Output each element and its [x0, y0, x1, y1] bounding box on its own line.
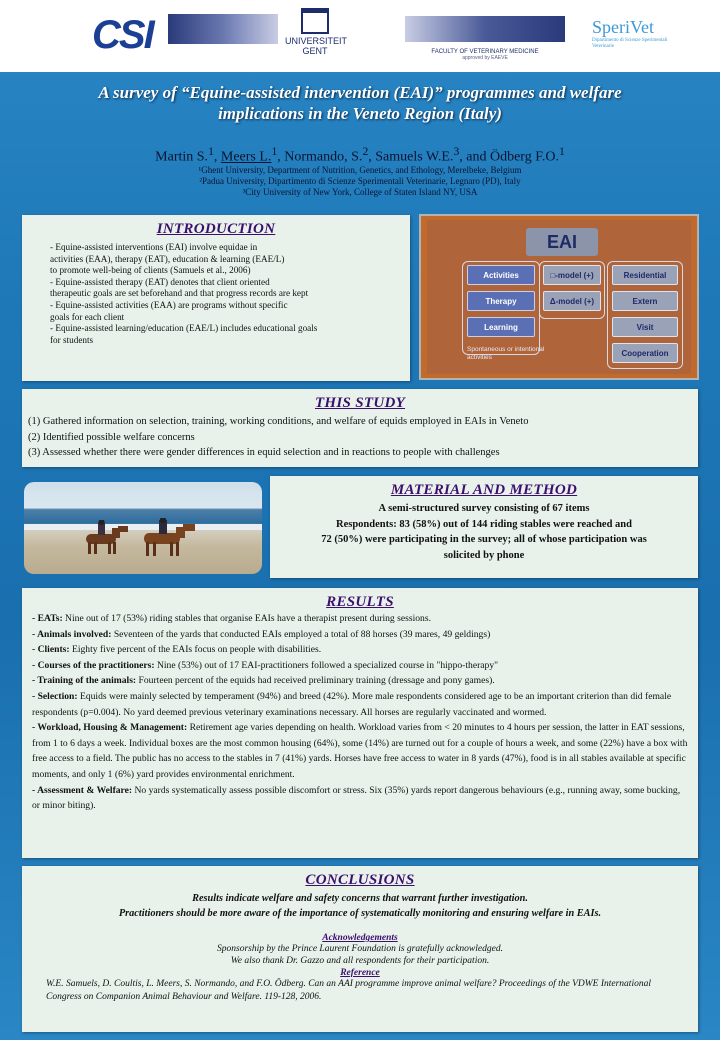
- result-label: - EATs:: [32, 613, 63, 624]
- eai-diagram-note: Spontaneous or intentional activities: [467, 346, 545, 361]
- title-line-1: A survey of “Equine-assisted intervention (EAI)” programmes and welfare: [98, 83, 622, 102]
- author-1-affil: 1: [208, 145, 214, 158]
- eai-diagram: [419, 214, 699, 380]
- eai-node-triangle-model: Δ-model (+): [543, 291, 601, 311]
- results-title: RESULTS: [326, 594, 394, 610]
- eai-diagram-title: EAI: [546, 232, 577, 252]
- list-item: (2) Identified possible welfare concerns: [28, 431, 195, 443]
- results-panel: [22, 588, 698, 858]
- method-line: A semi-structured survey consisting of 67 items: [378, 503, 590, 514]
- author-4-affil: 3: [453, 145, 460, 158]
- author-3-affil: 2: [362, 145, 369, 158]
- author-1: Martin S.: [155, 149, 209, 165]
- author-5: and Ödberg F.O.: [466, 149, 559, 165]
- method-line: Respondents: 83 (58%) out of 144 riding stables were reached and: [336, 518, 632, 530]
- eai-diagram-canvas: [427, 220, 691, 374]
- eai-node-cooperation: Cooperation: [612, 343, 678, 363]
- method-line: 72 (50%) were participating in the survey; all of whose participation was: [321, 534, 647, 545]
- beach-horses-photo: [24, 482, 262, 574]
- results-list: [22, 611, 698, 814]
- eai-node-activities: Activities: [467, 265, 535, 285]
- logo-band-right: [405, 16, 565, 42]
- author-4: Samuels W.E.: [375, 149, 454, 165]
- eai-node-extern: Extern: [612, 291, 678, 311]
- result-text: Fourteen percent of the equids had received preliminary training (dressage and pony games).: [136, 675, 495, 687]
- result-label: - Training of the animals:: [32, 675, 137, 687]
- list-item: therapeutic goals are set beforehand and that progress records are kept: [50, 288, 309, 299]
- affiliation-1: ¹Ghent University, Department of Nutrition, Genetics, and Ethology, Merelbeke, Belgium: [198, 165, 522, 175]
- eai-node-learning: Learning: [467, 317, 535, 337]
- csi-logo: CSI: [92, 13, 153, 57]
- ack-line: We also thank Dr. Gazzo and all respondents for their participation.: [230, 956, 490, 966]
- introduction-list: [22, 238, 410, 346]
- list-item: - Equine-assisted therapy (EAT) denotes that client oriented: [50, 276, 270, 287]
- result-text: Seventeen of the yards that conducted EAIs employed a total of 88 horses (39 mares, 49 geldings): [111, 628, 491, 640]
- list-item: activities (EAA), therapy (EAT), education & learning (EAE/L): [50, 253, 285, 264]
- list-item: to promote well-being of clients (Samuels et al., 2006): [50, 265, 251, 276]
- study-panel: [22, 389, 698, 467]
- list-item: [32, 658, 688, 674]
- reference-title: Reference: [340, 968, 380, 978]
- author-5-affil: 1: [559, 145, 565, 158]
- acknowledgements-title: Acknowledgements: [322, 933, 398, 943]
- logo-bar: [0, 0, 720, 72]
- result-label: - Clients:: [32, 644, 70, 656]
- list-item: for students: [50, 334, 94, 345]
- sperivet-logo-subtext: Dipartimento di Scienze Sperimentali Veterinarie: [592, 38, 668, 49]
- list-item: [32, 783, 688, 814]
- method-panel: [270, 476, 698, 578]
- affiliation-2: ²Padua University, Dipartimento di Scienze Sperimentali Veterinarie, Legnaro (PD), Italy: [199, 176, 521, 186]
- affiliations: [20, 165, 700, 198]
- list-item: - Equine-assisted activities (EAA) are programs without specific: [50, 299, 288, 310]
- study-title: THIS STUDY: [314, 395, 406, 411]
- horse-rider-icon: [76, 520, 134, 554]
- ugent-logo: [285, 8, 348, 68]
- acknowledgements-text: [22, 943, 698, 967]
- introduction-title: INTRODUCTION: [156, 221, 276, 237]
- author-2-affil: 1: [271, 145, 278, 158]
- result-label: - Workload, Housing & Management:: [32, 722, 188, 734]
- method-text: [270, 499, 698, 563]
- author-3: Normando, S.: [284, 149, 363, 165]
- list-item: [32, 611, 688, 627]
- result-text: Equids were mainly selected by temperament (94%) and breed (42%). More male respondents considered age to be an important criterion than did female respondents (p=0.004). No yard deemed previous veterinary examinations necessary. All horses are regularly vaccinated and wormed.: [32, 690, 672, 718]
- faculty-logo: [405, 49, 565, 61]
- study-list: [22, 412, 698, 461]
- sperivet-logo: [592, 16, 672, 56]
- faculty-approval: approved by EAEVE: [462, 55, 508, 61]
- conclusions-title: CONCLUSIONS: [305, 872, 415, 888]
- list-item: (1) Gathered information on selection, training, working conditions, and welfare of equids employed in EAIs in Veneto: [28, 416, 529, 427]
- ugent-building-icon: [301, 8, 329, 34]
- list-item: goals for each client: [50, 311, 125, 322]
- ugent-logo-line1: UNIVERSITEIT: [285, 36, 348, 46]
- eai-node-square-model: □-model (+): [543, 265, 601, 285]
- sperivet-logo-text: SperiVet: [592, 17, 654, 37]
- author-2: Meers L.: [220, 149, 272, 165]
- eai-node-therapy: Therapy: [467, 291, 535, 311]
- result-label: - Animals involved:: [32, 628, 112, 640]
- logo-band-left: [168, 14, 278, 44]
- list-item: [32, 720, 688, 782]
- title-line-2: implications in the Veneto Region (Italy): [218, 104, 502, 123]
- horse-rider-icon: [132, 518, 202, 556]
- result-text: Eighty five percent of the EAIs focus on people with disabilities.: [69, 644, 322, 656]
- result-text: Nine out of 17 (53%) riding stables that organise EAIs have a therapist present during sessions.: [62, 613, 431, 624]
- list-item: [32, 642, 688, 658]
- result-label: - Courses of the practitioners:: [32, 659, 155, 671]
- eai-node-visit: Visit: [612, 317, 678, 337]
- conclusion-line: Practitioners should be more aware of the importance of systematically monitoring and ensuring welfare in EAIs.: [118, 907, 602, 919]
- result-text: Retirement age varies depending on health. Workload varies from < 20 minutes to 4 hours per session, the latter in EAT sessions, from 1 to 6 days a week. Individual boxes are the most common housing (64%), some (14%) are turned out for a couple of hours a week, and some (22%) have a box with free access to a field. The public has no access to the stables in 7 (41%) yards. Horses have free access to water in 8 yards (47%), food is in all stables available at specific moments, and only 1 (6%) yard provides environmental enrichment.: [32, 722, 688, 780]
- conclusion-line: Results indicate welfare and safety concerns that warrant further investigation.: [192, 893, 528, 904]
- result-label: - Assessment & Welfare:: [32, 784, 133, 796]
- result-text: Nine (53%) out of 17 EAI-practitioners followed a specialized course in "hippo-therapy": [154, 659, 499, 671]
- list-item: (3) Assessed whether there were gender differences in equid selection and in reactions to people with challenges: [28, 447, 500, 458]
- list-item: [32, 673, 688, 689]
- author-list: Martin S.$^1$, Meers L.$^1$, Normando, S.$^2$, Samuels W.E.$^3$, and Ödberg F.O.$^1$: [155, 145, 565, 165]
- list-item: - Equine-assisted learning/education (EAE/L) includes educational goals: [50, 323, 318, 334]
- list-item: - Equine-assisted interventions (EAI) involve equidae in: [50, 242, 258, 252]
- result-text: No yards systematically assess possible discomfort or stress. Six (35%) yards report dangerous behaviours (e.g., running away, some bucking, or minor biting).: [32, 784, 681, 812]
- list-item: [32, 627, 688, 643]
- ack-line: Sponsorship by the Prince Laurent Foundation is gratefully acknowledged.: [217, 944, 503, 954]
- conclusions-panel: [22, 866, 698, 1032]
- reference-text: W.E. Samuels, D. Coultis, L. Meers, S. Normando, and F.O. Ödberg. Can an AAI programme improve animal welfare? Proceedings of the VDWE International Congress on Companion Animal Behaviour and Welfare. 119-128, 2006.: [46, 979, 651, 1002]
- method-line: solicited by phone: [443, 549, 525, 561]
- list-item: [32, 689, 688, 720]
- faculty-name: FACULTY OF VETERINARY MEDICINE: [431, 49, 539, 55]
- introduction-panel: [22, 215, 410, 381]
- affiliation-3: ³City University of New York, College of Staten Island NY, USA: [242, 187, 478, 197]
- method-title: MATERIAL AND METHOD: [390, 482, 578, 498]
- ugent-logo-line2: GENT: [302, 46, 328, 56]
- result-label: - Selection:: [32, 690, 78, 702]
- poster-title: [20, 82, 700, 124]
- eai-node-residential: Residential: [612, 265, 678, 285]
- conclusions-text: [22, 892, 698, 921]
